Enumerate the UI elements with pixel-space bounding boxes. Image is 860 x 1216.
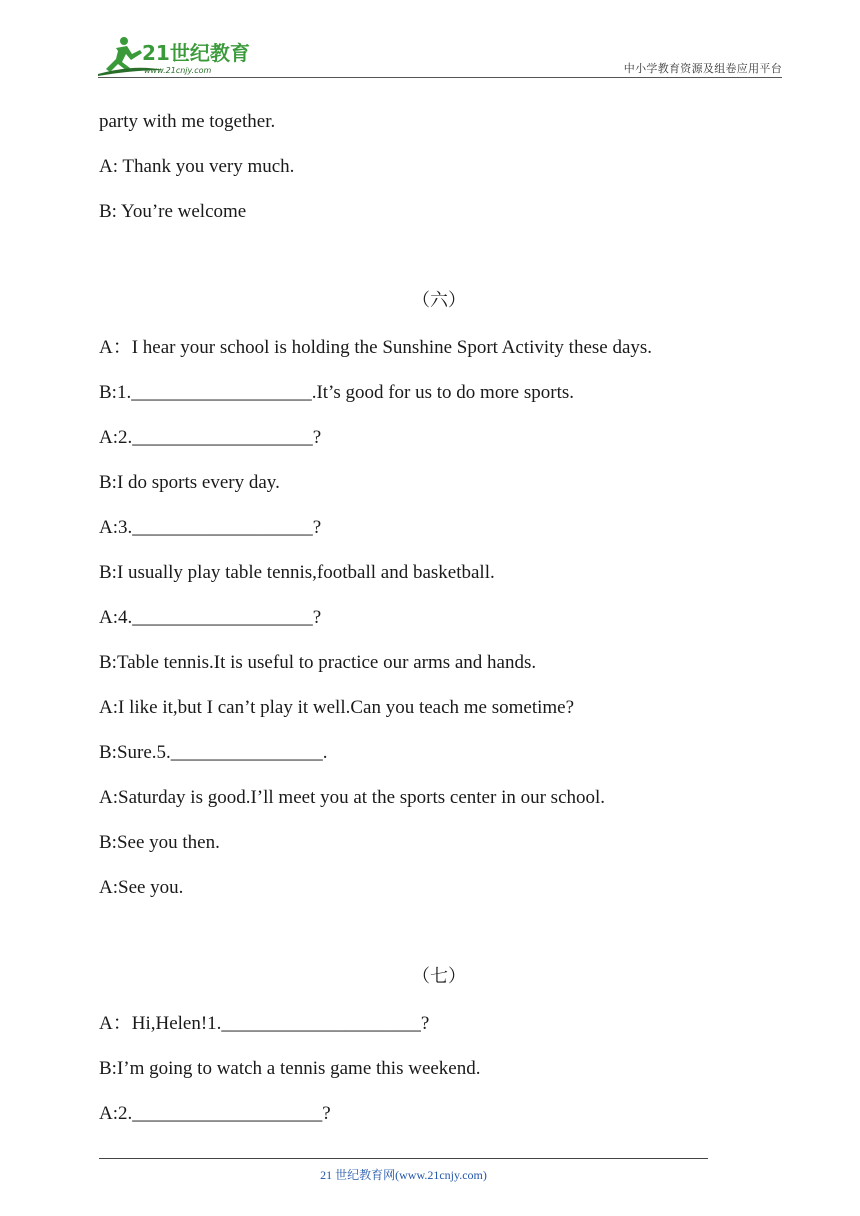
dialogue-line: B:See you then.: [99, 832, 220, 853]
footer-divider: [99, 1158, 708, 1159]
dialogue-line: A：I hear your school is holding the Sunshine Sport Activity these days.: [99, 337, 653, 358]
header-platform-text: 中小学教育资源及组卷应用平台: [623, 62, 782, 75]
logo-text: 21世纪教育: [142, 41, 250, 65]
dialogue-line: B:1.___________________.It’s good for us to do more sports.: [99, 382, 574, 403]
dialogue-line: B:I usually play table tennis,football and basketball.: [99, 562, 495, 583]
dialogue-line: A:3.___________________?: [99, 517, 322, 538]
footer-link[interactable]: 21 世纪教育网(www.21cnjy.com): [320, 1168, 487, 1182]
dialogue-line: A：Hi,Helen!1._____________________?: [99, 1013, 430, 1034]
dialogue-line: B:Table tennis.It is useful to practice our arms and hands.: [99, 652, 537, 673]
text-line: A: Thank you very much.: [99, 156, 295, 177]
dialogue-line: A:Saturday is good.I’ll meet you at the sports center in our school.: [99, 787, 606, 808]
dialogue-line: A:I like it,but I can’t play it well.Can you teach me sometime?: [99, 697, 575, 718]
dialogue-line: B:I do sports every day.: [99, 472, 280, 493]
dialogue-line: B:Sure.5.________________.: [99, 742, 328, 763]
logo-url: www.21cnjy.com: [144, 66, 212, 75]
brand-logo: [94, 34, 264, 78]
section-heading-7: （七）: [412, 966, 466, 987]
logo-graphic: [94, 34, 264, 78]
page-header: [0, 0, 860, 80]
dialogue-line: A:See you.: [99, 877, 184, 898]
dialogue-line: A:4.___________________?: [99, 607, 322, 628]
text-line: B: You’re welcome: [99, 201, 247, 222]
dialogue-line: A:2.___________________?: [99, 427, 322, 448]
dialogue-line: A:2.____________________?: [99, 1103, 331, 1124]
section-heading-6: （六）: [412, 290, 466, 311]
dialogue-line: B:I’m going to watch a tennis game this weekend.: [99, 1058, 481, 1079]
header-divider: [98, 77, 782, 78]
text-line: party with me together.: [99, 111, 276, 132]
